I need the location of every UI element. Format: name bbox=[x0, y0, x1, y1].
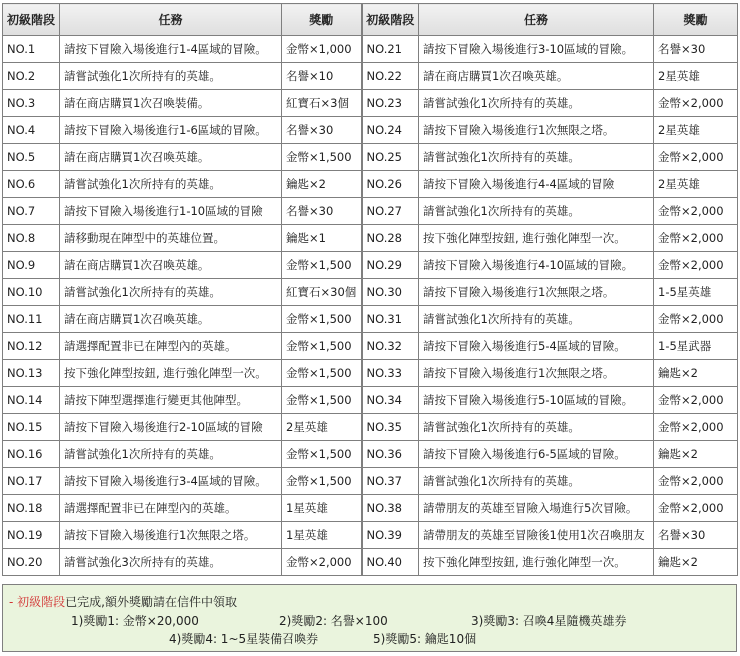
quest-reward-cell: 金幣×2,000 bbox=[654, 198, 738, 225]
bonus-footer bbox=[2, 584, 737, 652]
quest-no-cell: NO.18 bbox=[3, 495, 60, 522]
quest-no-cell: NO.14 bbox=[3, 387, 60, 414]
quest-task-cell: 請按下冒險入場後進行3-4區域的冒險。 bbox=[60, 468, 282, 495]
quest-task-cell: 請在商店購買1次召喚裝備。 bbox=[60, 90, 282, 117]
quest-task-cell: 請按下冒險入場後進行6-5區域的冒險。 bbox=[419, 441, 654, 468]
quest-reward-cell: 金幣×1,500 bbox=[282, 333, 362, 360]
table-header-row bbox=[3, 4, 738, 36]
quest-no-cell: NO.36 bbox=[362, 441, 419, 468]
quest-task-cell: 請嘗試強化3次所持有的英雄。 bbox=[60, 549, 282, 576]
quest-reward-cell: 鑰匙×2 bbox=[654, 360, 738, 387]
quest-no-cell: NO.35 bbox=[362, 414, 419, 441]
quest-reward-cell: 金幣×2,000 bbox=[654, 225, 738, 252]
quest-reward-cell: 金幣×2,000 bbox=[282, 549, 362, 576]
quest-table-container bbox=[2, 3, 737, 576]
table-row bbox=[3, 495, 738, 522]
quest-no-cell: NO.16 bbox=[3, 441, 60, 468]
quest-reward-cell: 金幣×1,500 bbox=[282, 387, 362, 414]
quest-task-cell: 請按下冒險入場後進行1次無限之塔。 bbox=[419, 360, 654, 387]
quest-task-cell: 請選擇配置非已在陣型內的英雄。 bbox=[60, 495, 282, 522]
quest-no-cell: NO.28 bbox=[362, 225, 419, 252]
header-task-left: 任務 bbox=[60, 4, 282, 36]
quest-reward-cell: 鑰匙×2 bbox=[654, 441, 738, 468]
bonus-reward-5: 5)獎勵5: 鑰匙10個 bbox=[373, 632, 477, 646]
quest-reward-cell: 2星英雄 bbox=[282, 414, 362, 441]
quest-task-cell: 請嘗試強化1次所持有的英雄。 bbox=[419, 414, 654, 441]
table-row bbox=[3, 306, 738, 333]
quest-reward-cell: 名譽×30 bbox=[654, 36, 738, 63]
table-row bbox=[3, 333, 738, 360]
quest-task-cell: 請按下冒險入場後進行1-10區域的冒險 bbox=[60, 198, 282, 225]
table-row bbox=[3, 360, 738, 387]
quest-reward-cell: 名譽×30 bbox=[282, 198, 362, 225]
quest-task-cell: 請按下冒險入場後進行1-4區域的冒險。 bbox=[60, 36, 282, 63]
quest-no-cell: NO.31 bbox=[362, 306, 419, 333]
quest-task-cell: 請在商店購買1次召喚英雄。 bbox=[60, 306, 282, 333]
quest-reward-cell: 鑰匙×1 bbox=[282, 225, 362, 252]
quest-task-cell: 請嘗試強化1次所持有的英雄。 bbox=[419, 198, 654, 225]
quest-task-cell: 請按下冒險入場後進行4-4區域的冒險 bbox=[419, 171, 654, 198]
quest-reward-cell: 鑰匙×2 bbox=[654, 549, 738, 576]
quest-no-cell: NO.38 bbox=[362, 495, 419, 522]
quest-no-cell: NO.20 bbox=[3, 549, 60, 576]
bonus-reward-4: 4)獎勵4: 1~5星裝備召喚券 bbox=[169, 632, 319, 646]
quest-task-cell: 請嘗試強化1次所持有的英雄。 bbox=[60, 279, 282, 306]
quest-task-cell: 請選擇配置非已在陣型內的英雄。 bbox=[60, 333, 282, 360]
quest-no-cell: NO.3 bbox=[3, 90, 60, 117]
bonus-note-prefix: - bbox=[9, 595, 18, 609]
quest-no-cell: NO.27 bbox=[362, 198, 419, 225]
quest-reward-cell: 鑰匙×2 bbox=[282, 171, 362, 198]
quest-task-cell: 請嘗試強化1次所持有的英雄。 bbox=[419, 144, 654, 171]
quest-reward-cell: 1-5星武器 bbox=[654, 333, 738, 360]
quest-task-cell: 請按下冒險入場後進行1次無限之塔。 bbox=[60, 522, 282, 549]
quest-no-cell: NO.29 bbox=[362, 252, 419, 279]
quest-task-cell: 請帶朋友的英雄至冒險入場進行5次冒險。 bbox=[419, 495, 654, 522]
quest-no-cell: NO.9 bbox=[3, 252, 60, 279]
quest-reward-cell: 2星英雄 bbox=[654, 117, 738, 144]
bonus-reward-1: 1)獎勵1: 金幣×20,000 bbox=[71, 614, 199, 628]
quest-reward-cell: 1星英雄 bbox=[282, 495, 362, 522]
quest-no-cell: NO.1 bbox=[3, 36, 60, 63]
bonus-reward-2: 2)獎勵2: 名譽×100 bbox=[279, 614, 388, 628]
header-task-right: 任務 bbox=[419, 4, 654, 36]
quest-reward-cell: 金幣×2,000 bbox=[654, 414, 738, 441]
quest-task-cell: 請帶朋友的英雄至冒險後1使用1次召喚朋友 bbox=[419, 522, 654, 549]
quest-task-cell: 請按下冒險入場後進行5-4區域的冒險。 bbox=[419, 333, 654, 360]
header-stage-right: 初級階段 bbox=[362, 4, 419, 36]
table-row bbox=[3, 198, 738, 225]
table-row bbox=[3, 522, 738, 549]
header-reward-left: 獎勵 bbox=[282, 4, 362, 36]
quest-no-cell: NO.21 bbox=[362, 36, 419, 63]
table-row bbox=[3, 144, 738, 171]
quest-task-cell: 請在商店購買1次召喚英雄。 bbox=[60, 252, 282, 279]
quest-reward-cell: 名譽×10 bbox=[282, 63, 362, 90]
quest-no-cell: NO.24 bbox=[362, 117, 419, 144]
quest-no-cell: NO.19 bbox=[3, 522, 60, 549]
quest-no-cell: NO.7 bbox=[3, 198, 60, 225]
quest-reward-cell: 紅寶石×30個 bbox=[282, 279, 362, 306]
quest-no-cell: NO.4 bbox=[3, 117, 60, 144]
table-row bbox=[3, 225, 738, 252]
quest-reward-cell: 1星英雄 bbox=[282, 522, 362, 549]
table-row bbox=[3, 387, 738, 414]
quest-task-cell: 請在商店購買1次召喚英雄。 bbox=[419, 63, 654, 90]
quest-no-cell: NO.33 bbox=[362, 360, 419, 387]
quest-task-cell: 按下強化陣型按鈕, 進行強化陣型一次。 bbox=[60, 360, 282, 387]
quest-task-cell: 請按下冒險入場後進行5-10區域的冒險。 bbox=[419, 387, 654, 414]
quest-task-cell: 請嘗試強化1次所持有的英雄。 bbox=[419, 468, 654, 495]
quest-reward-cell: 2星英雄 bbox=[654, 63, 738, 90]
quest-no-cell: NO.5 bbox=[3, 144, 60, 171]
quest-no-cell: NO.8 bbox=[3, 225, 60, 252]
quest-no-cell: NO.10 bbox=[3, 279, 60, 306]
quest-task-cell: 請按下冒險入場後進行1次無限之塔。 bbox=[419, 279, 654, 306]
bonus-note bbox=[9, 593, 237, 610]
quest-task-cell: 請嘗試強化1次所持有的英雄。 bbox=[60, 441, 282, 468]
quest-reward-cell: 金幣×1,500 bbox=[282, 306, 362, 333]
quest-reward-cell: 1-5星英雄 bbox=[654, 279, 738, 306]
table-row bbox=[3, 63, 738, 90]
quest-reward-cell: 金幣×2,000 bbox=[654, 144, 738, 171]
quest-no-cell: NO.25 bbox=[362, 144, 419, 171]
quest-task-cell: 請嘗試強化1次所持有的英雄。 bbox=[60, 63, 282, 90]
table-row bbox=[3, 279, 738, 306]
table-row bbox=[3, 171, 738, 198]
table-row bbox=[3, 414, 738, 441]
quest-no-cell: NO.13 bbox=[3, 360, 60, 387]
header-reward-right: 獎勵 bbox=[654, 4, 738, 36]
quest-reward-cell: 2星英雄 bbox=[654, 171, 738, 198]
quest-reward-cell: 金幣×1,500 bbox=[282, 144, 362, 171]
table-row bbox=[3, 549, 738, 576]
quest-task-cell: 請按下冒險入場後進行2-10區域的冒險 bbox=[60, 414, 282, 441]
quest-task-cell: 按下強化陣型按鈕, 進行強化陣型一次。 bbox=[419, 225, 654, 252]
quest-reward-cell: 金幣×1,500 bbox=[282, 468, 362, 495]
quest-reward-cell: 金幣×1,500 bbox=[282, 441, 362, 468]
quest-reward-cell: 金幣×2,000 bbox=[654, 306, 738, 333]
quest-no-cell: NO.34 bbox=[362, 387, 419, 414]
quest-task-cell: 請按下冒險入場後進行1-6區域的冒險。 bbox=[60, 117, 282, 144]
quest-no-cell: NO.22 bbox=[362, 63, 419, 90]
quest-reward-cell: 紅寶石×3個 bbox=[282, 90, 362, 117]
quest-reward-cell: 金幣×1,500 bbox=[282, 360, 362, 387]
quest-task-cell: 請按下冒險入場後進行1次無限之塔。 bbox=[419, 117, 654, 144]
quest-reward-cell: 金幣×1,000 bbox=[282, 36, 362, 63]
quest-no-cell: NO.39 bbox=[362, 522, 419, 549]
quest-no-cell: NO.26 bbox=[362, 171, 419, 198]
table-row bbox=[3, 36, 738, 63]
quest-no-cell: NO.40 bbox=[362, 549, 419, 576]
quest-task-cell: 請按下陣型選擇進行變更其他陣型。 bbox=[60, 387, 282, 414]
quest-reward-cell: 金幣×1,500 bbox=[282, 252, 362, 279]
table-body bbox=[3, 36, 738, 576]
quest-no-cell: NO.15 bbox=[3, 414, 60, 441]
quest-reward-cell: 金幣×2,000 bbox=[654, 252, 738, 279]
quest-no-cell: NO.30 bbox=[362, 279, 419, 306]
quest-no-cell: NO.11 bbox=[3, 306, 60, 333]
quest-reward-cell: 金幣×2,000 bbox=[654, 468, 738, 495]
header-stage-left: 初級階段 bbox=[3, 4, 60, 36]
quest-task-cell: 請移動現在陣型中的英雄位置。 bbox=[60, 225, 282, 252]
quest-no-cell: NO.6 bbox=[3, 171, 60, 198]
table-row bbox=[3, 441, 738, 468]
quest-reward-cell: 金幣×2,000 bbox=[654, 495, 738, 522]
table-row bbox=[3, 117, 738, 144]
quest-no-cell: NO.17 bbox=[3, 468, 60, 495]
quest-task-cell: 請嘗試強化1次所持有的英雄。 bbox=[419, 306, 654, 333]
quest-reward-cell: 名譽×30 bbox=[282, 117, 362, 144]
quest-reward-cell: 名譽×30 bbox=[654, 522, 738, 549]
quest-reward-cell: 金幣×2,000 bbox=[654, 387, 738, 414]
quest-task-cell: 請按下冒險入場後進行3-10區域的冒險。 bbox=[419, 36, 654, 63]
table-row bbox=[3, 90, 738, 117]
quest-task-cell: 請在商店購買1次召喚英雄。 bbox=[60, 144, 282, 171]
quest-no-cell: NO.32 bbox=[362, 333, 419, 360]
quest-no-cell: NO.23 bbox=[362, 90, 419, 117]
bonus-reward-3: 3)獎勵3: 召喚4星隨機英雄券 bbox=[471, 614, 627, 628]
quest-task-cell: 請嘗試強化1次所持有的英雄。 bbox=[419, 90, 654, 117]
bonus-note-text: 已完成,額外獎勵請在信件中領取 bbox=[65, 595, 237, 609]
quest-no-cell: NO.12 bbox=[3, 333, 60, 360]
quest-task-cell: 請嘗試強化1次所持有的英雄。 bbox=[60, 171, 282, 198]
table-row bbox=[3, 252, 738, 279]
table-row bbox=[3, 468, 738, 495]
bonus-note-stage: 初級階段 bbox=[17, 595, 66, 609]
quest-reward-cell: 金幣×2,000 bbox=[654, 90, 738, 117]
quest-no-cell: NO.37 bbox=[362, 468, 419, 495]
quest-task-cell: 按下強化陣型按鈕, 進行強化陣型一次。 bbox=[419, 549, 654, 576]
quest-table bbox=[2, 3, 738, 576]
quest-no-cell: NO.2 bbox=[3, 63, 60, 90]
quest-task-cell: 請按下冒險入場後進行4-10區域的冒險。 bbox=[419, 252, 654, 279]
